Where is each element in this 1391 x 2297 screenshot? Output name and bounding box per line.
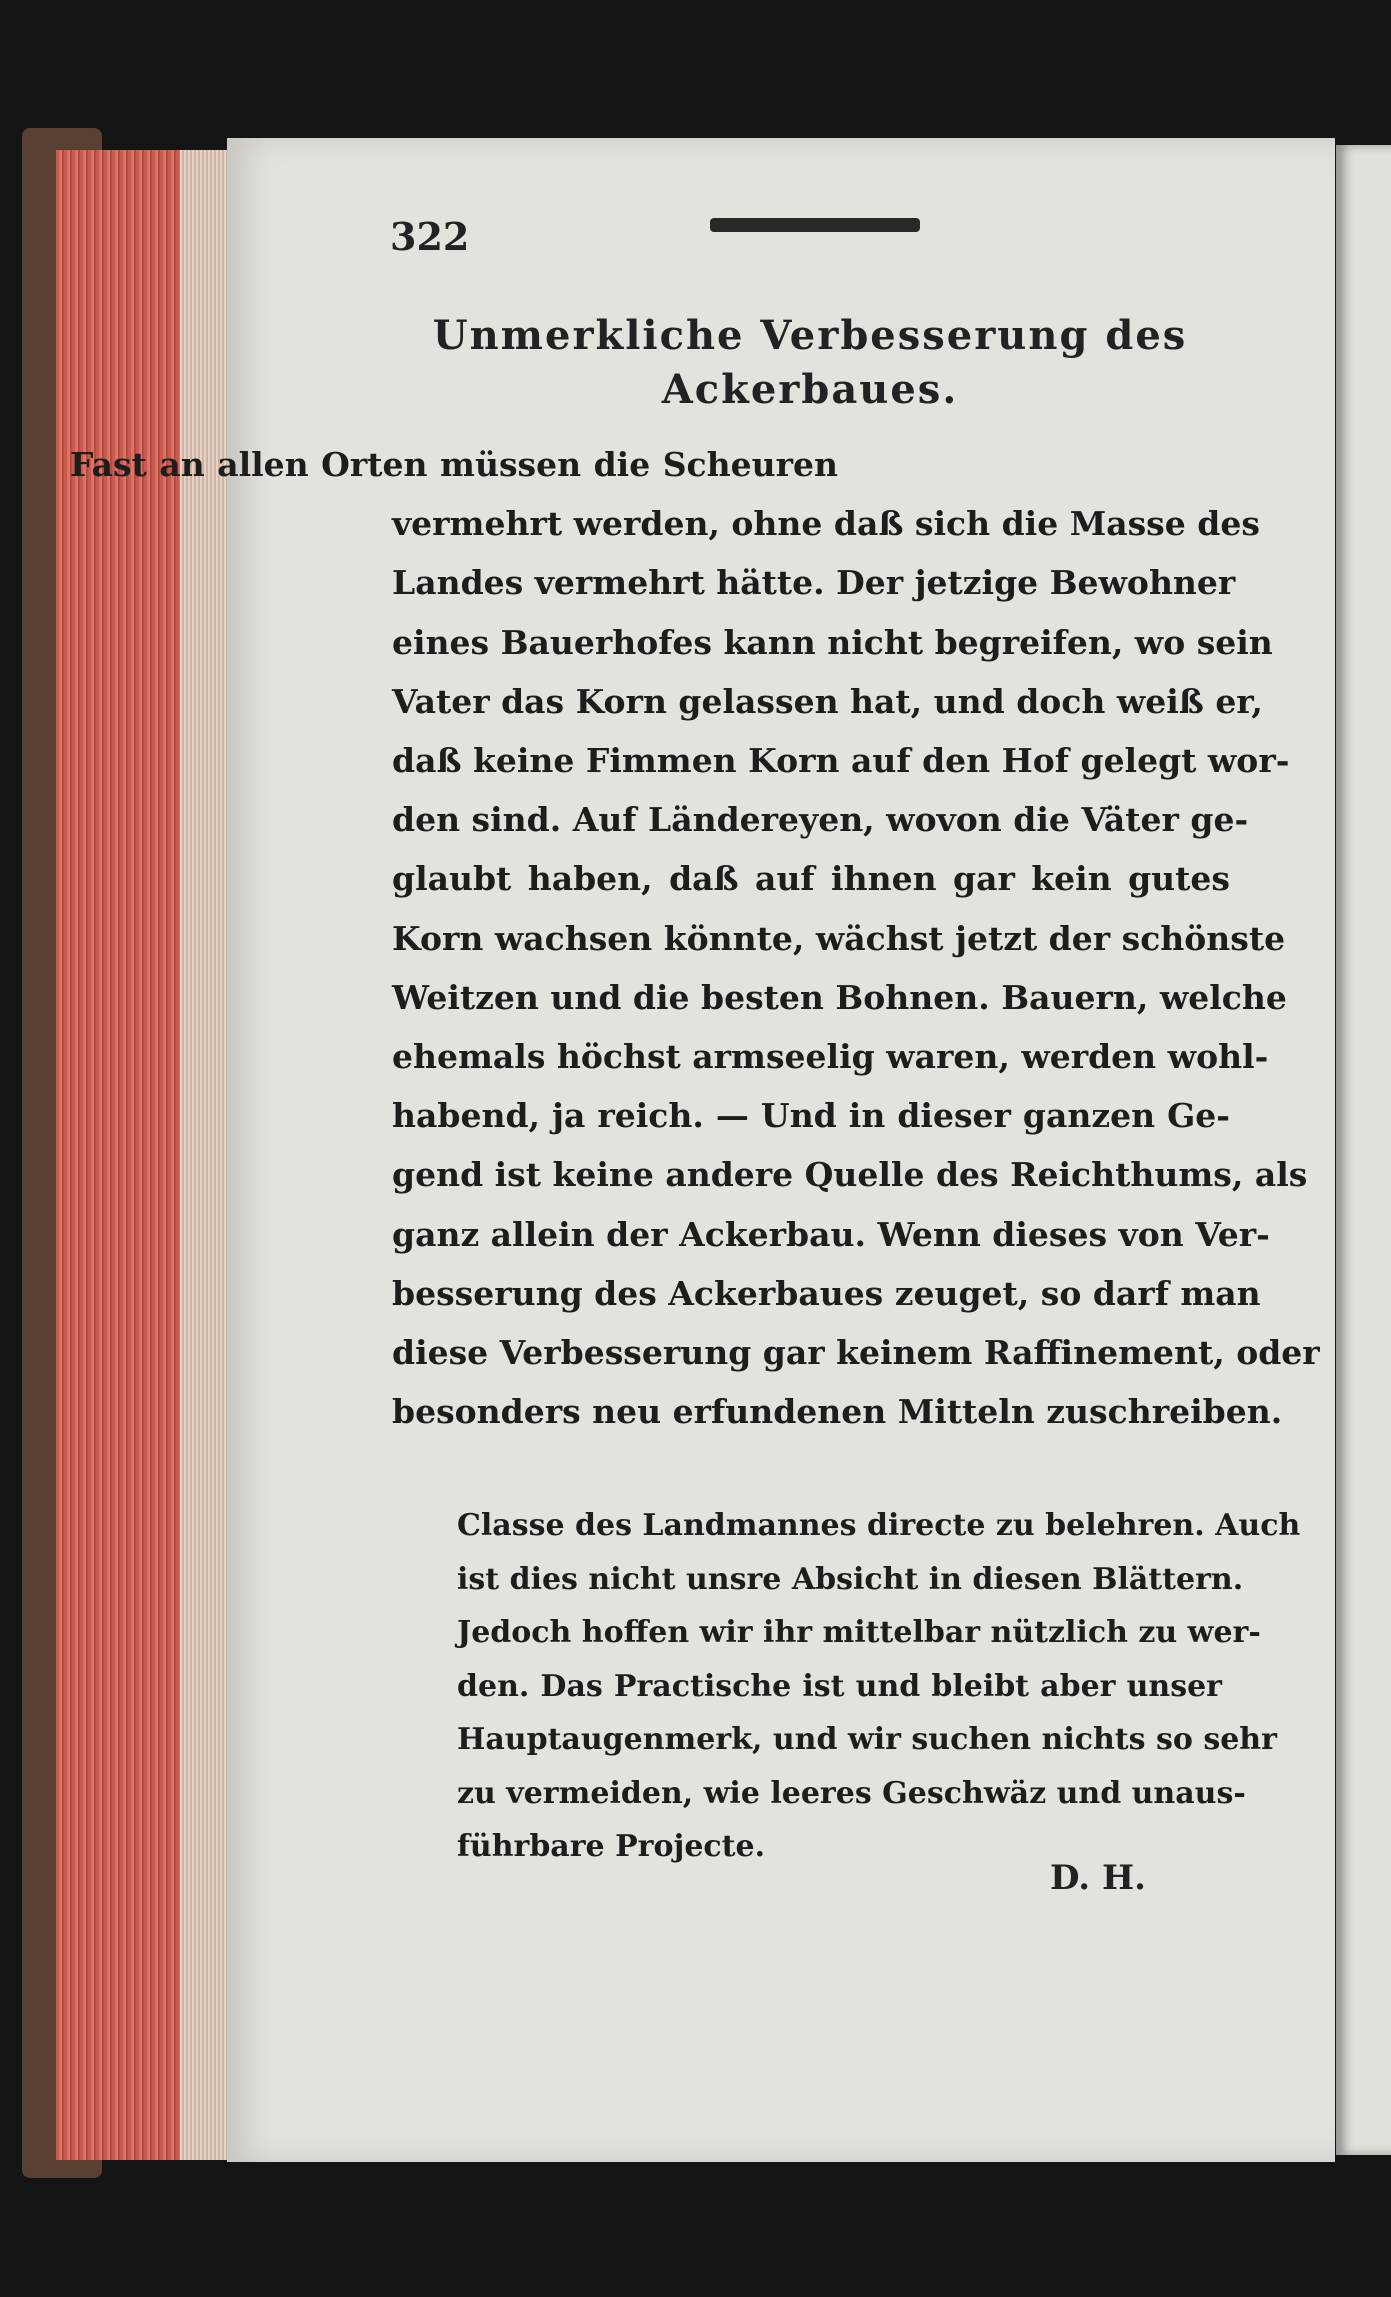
page-number: 322: [390, 214, 470, 259]
header-rule: [710, 218, 920, 232]
text-line: den. Das Practische ist und bleibt aber unser: [457, 1668, 1222, 1704]
text-line: habend, ja reich. — Und in dieser ganzen Ge-: [392, 1096, 1230, 1136]
text-line: ehemals höchst armseelig waren, werden wohl-: [392, 1037, 1269, 1076]
chapter-title-line-2: Ackerbaues.: [661, 366, 959, 413]
text-line: Vater das Korn gelassen hat, und doch weiß er,: [392, 681, 1263, 721]
text-line: zu vermeiden, wie leeres Geschwäz und unaus-: [457, 1775, 1246, 1811]
text-line: führbare Projecte.: [457, 1829, 766, 1864]
text-line: daß keine Fimmen Korn auf den Hof gelegt wor-: [392, 741, 1290, 780]
text-line: ganz allein der Ackerbau. Wenn dieses von Ver-: [392, 1214, 1270, 1254]
text-line: Fast an allen Orten müssen die Scheuren: [70, 445, 838, 484]
text-line: glaubt haben, daß auf ihnen gar kein gutes: [392, 859, 1230, 899]
text-line: den sind. Auf Ländereyen, wovon die Väter ge-: [392, 800, 1249, 840]
text-line: diese Verbesserung gar keinem Raffinement, oder: [392, 1333, 1320, 1372]
signature: D. H.: [1050, 1858, 1146, 1898]
text-line: Hauptaugenmerk, und wir suchen nichts so sehr: [457, 1722, 1277, 1757]
text-line: Classe des Landmannes directe zu belehren. Auch: [457, 1508, 1301, 1543]
right-page-edge: [1336, 145, 1391, 2155]
text-line: Weitzen und die besten Bohnen. Bauern, welche: [392, 977, 1287, 1017]
text-line: besonders neu erfundenen Mitteln zuschreiben.: [392, 1392, 1283, 1432]
text-line: eines Bauerhofes kann nicht begreifen, wo sein: [392, 622, 1273, 662]
text-line: vermehrt werden, ohne daß sich die Masse des: [392, 504, 1260, 544]
text-line: Jedoch hoffen wir ihr mittelbar nützlich zu wer-: [457, 1615, 1261, 1650]
text-line: Korn wachsen könnte, wächst jetzt der schönste: [392, 918, 1286, 958]
text-line: Landes vermehrt hätte. Der jetzige Bewohner: [392, 563, 1236, 603]
text-line: ist dies nicht unsre Absicht in diesen Blättern.: [457, 1561, 1244, 1597]
text-line: gend ist keine andere Quelle des Reichthums, als: [392, 1155, 1308, 1195]
chapter-title-line-1: Unmerkliche Verbesserung des: [432, 312, 1188, 359]
text-line: besserung des Ackerbaues zeuget, so darf man: [392, 1273, 1261, 1313]
